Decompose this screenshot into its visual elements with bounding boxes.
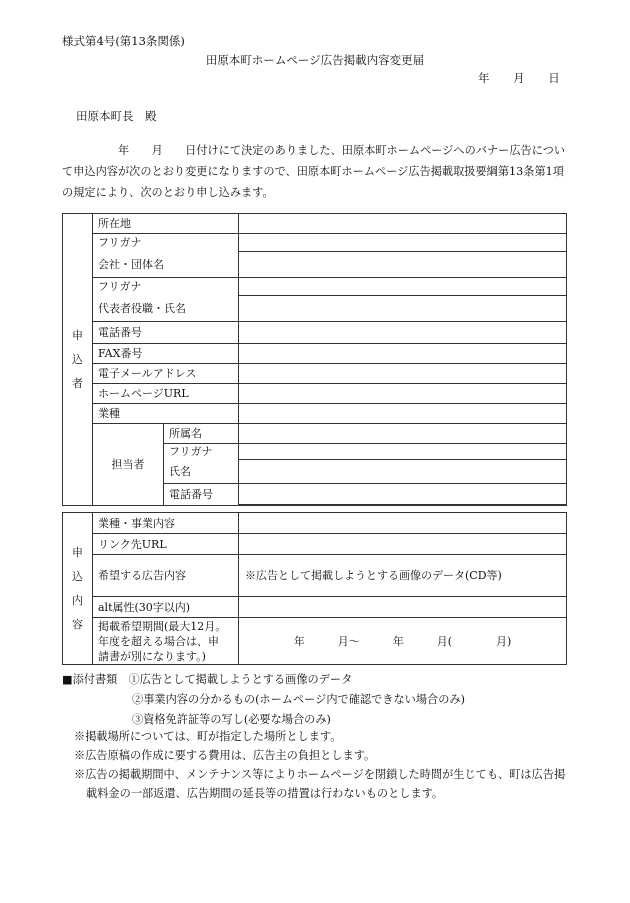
attachments-section — [62, 670, 465, 730]
alt-attr-label: alt属性(30字以内) — [93, 597, 239, 618]
note-1: ※掲載場所については、町が指定した場所とします。 — [74, 730, 342, 743]
location-label: 所在地 — [93, 214, 239, 234]
representative-label: 代表者役職・氏名 — [93, 296, 239, 322]
link-url-field[interactable] — [239, 534, 567, 555]
ad-content-value: ※広告として掲載しようとする画像のデータ(CD等) — [239, 555, 567, 597]
person-phone-field-extra — [239, 505, 567, 506]
person-phone-label: 電話番号 — [164, 484, 239, 506]
company-label: 会社・団体名 — [93, 252, 239, 278]
attachment-item-1: ①広告として掲載しようとする画像のデータ — [128, 673, 353, 686]
phone-label: 電話番号 — [93, 322, 239, 344]
industry-label: 業種 — [93, 404, 239, 424]
department-field[interactable] — [239, 424, 567, 444]
alt-attr-field[interactable] — [239, 597, 567, 618]
location-field[interactable] — [239, 214, 567, 234]
attachments-label: ■添付書類 — [62, 673, 118, 686]
homepage-label: ホームページURL — [93, 384, 239, 404]
representative-field[interactable] — [239, 296, 567, 322]
form-number: 様式第4号(第13条関係) — [62, 34, 185, 48]
link-url-label: リンク先URL — [93, 534, 239, 555]
department-label: 所属名 — [164, 424, 239, 444]
phone-field[interactable] — [239, 322, 567, 344]
attachment-item-3: ③資格免許証等の写し(必要な場合のみ) — [132, 713, 331, 726]
note-2: ※広告原稿の作成に要する費用は、広告主の負担とします。 — [74, 749, 376, 762]
addressee: 田原本町長 殿 — [76, 109, 157, 123]
note-3: ※広告の掲載期間中、メンテナンス等によりホームページを閉鎖した時間が生じても、町は広告掲載料金の一部返還、広告期間の延長等の措置は行わないものとします。 — [74, 768, 566, 800]
attachment-item-2: ②事業内容の分かるもの(ホームページ内で確認できない場合のみ) — [132, 693, 465, 706]
business-label: 業種・事業内容 — [93, 513, 239, 534]
fax-label: FAX番号 — [93, 344, 239, 364]
person-name-field[interactable] — [239, 460, 567, 484]
ad-content-label: 希望する広告内容 — [93, 555, 239, 597]
applicant-side-label: 申 込 者 — [63, 214, 93, 506]
rep-furigana-label: フリガナ — [93, 278, 239, 296]
person-furigana-field[interactable] — [239, 444, 567, 460]
content-side-label: 申 込 内 容 — [63, 513, 93, 665]
industry-field[interactable] — [239, 404, 567, 424]
person-name-label: 氏名 — [164, 460, 239, 484]
applicant-table — [62, 213, 567, 506]
email-label: 電子メールアドレス — [93, 364, 239, 384]
company-field[interactable] — [239, 252, 567, 278]
period-field[interactable]: 年 月～ 年 月( 月) — [239, 618, 567, 665]
person-furigana-label: フリガナ — [164, 444, 239, 460]
person-in-charge-label: 担当者 — [93, 424, 164, 506]
rep-furigana-field[interactable] — [239, 278, 567, 296]
email-field[interactable] — [239, 364, 567, 384]
company-furigana-field[interactable] — [239, 234, 567, 252]
company-furigana-label: フリガナ — [93, 234, 239, 252]
date-line: 年 月 日 — [478, 71, 560, 85]
period-label: 掲載希望期間(最大12月。 年度を超える場合は、申 請書が別になります。) — [93, 618, 239, 665]
fax-field[interactable] — [239, 344, 567, 364]
business-field[interactable] — [239, 513, 567, 534]
content-table — [62, 512, 567, 665]
intro-paragraph: 年 月 日付けにて決定のありました、田原本町ホームページへのバナー広告について申込内容が次のとおり変更になりますので、田原本町ホームページ広告掲載取扱要綱第13条第1項の規定により、次のとおり申し込みます。 — [62, 144, 566, 199]
document-title: 田原本町ホームページ広告掲載内容変更届 — [205, 53, 425, 67]
person-phone-field[interactable] — [239, 484, 567, 505]
homepage-field[interactable] — [239, 384, 567, 404]
